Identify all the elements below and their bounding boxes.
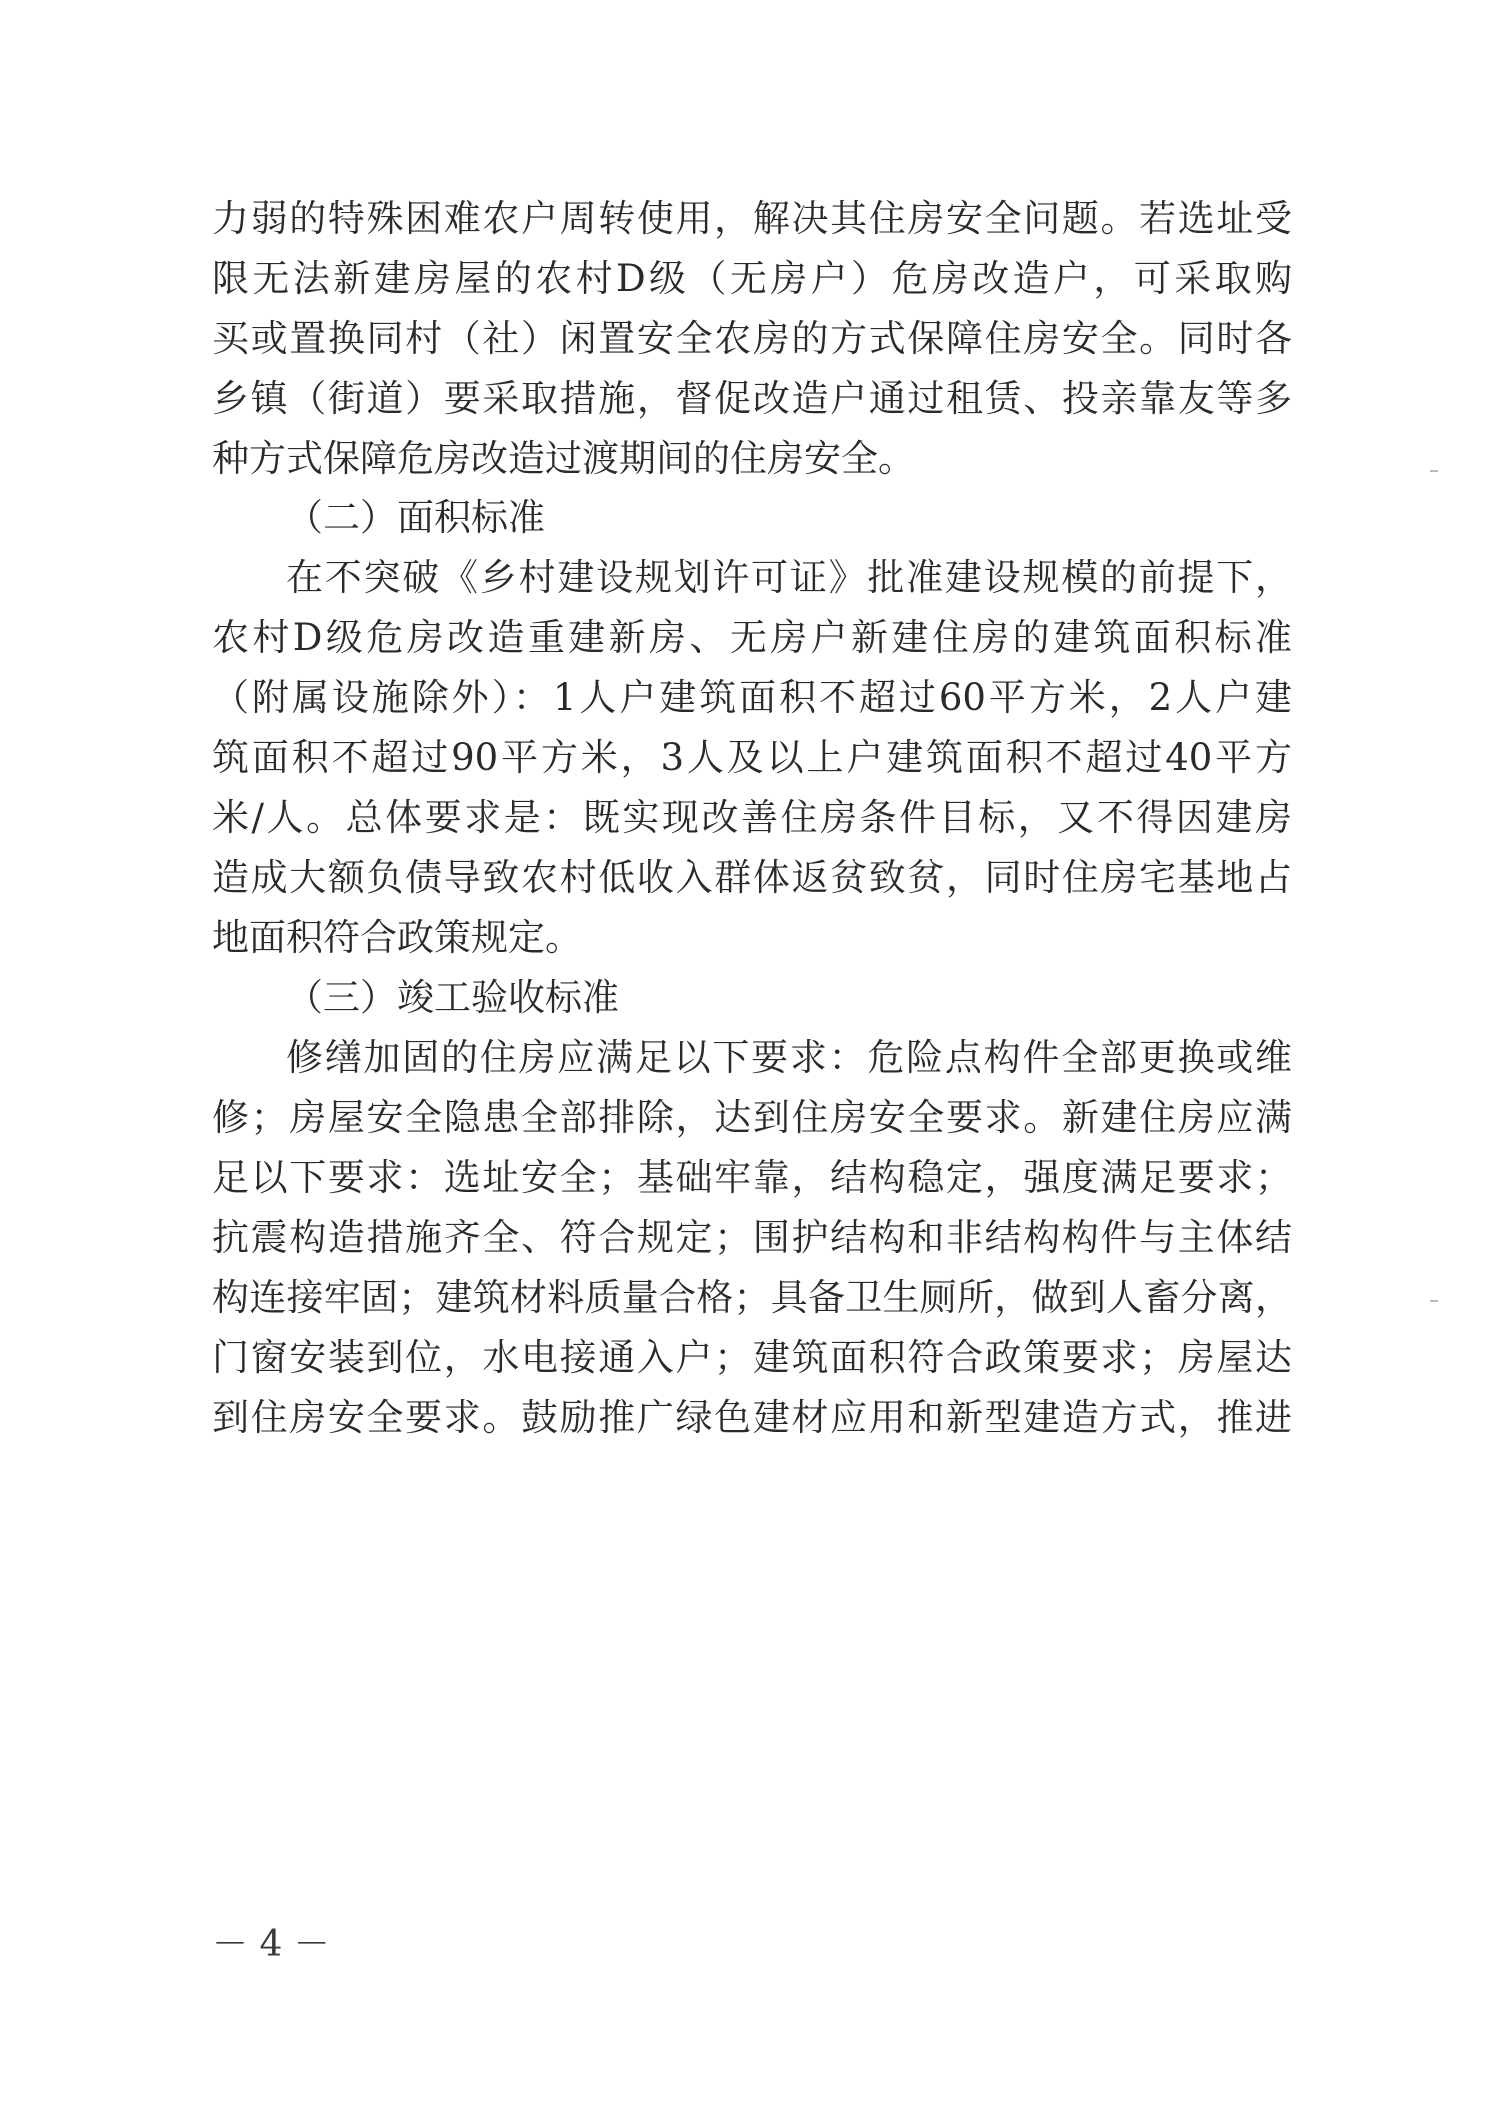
scan-mark (1430, 470, 1438, 472)
paragraph-line: 买或置换同村（社）闲置安全农房的方式保障住房安全。同时各 (212, 317, 1292, 360)
paragraph-line: 农村D级危房改造重建新房、无房户新建住房的建筑面积标准 (212, 616, 1292, 659)
paragraph-line: 造成大额负债导致农村低收入群体返贫致贫，同时住房宅基地占 (212, 856, 1292, 899)
paragraph-line: 筑面积不超过90平方米，3人及以上户建筑面积不超过40平方 (212, 736, 1292, 779)
paragraph-line: 抗震构造措施齐全、符合规定；围护结构和非结构构件与主体结 (212, 1216, 1292, 1259)
paragraph-line: 地面积符合政策规定。 (212, 916, 582, 959)
page-number: － 4 － (212, 1924, 330, 1965)
paragraph-line: 足以下要求：选址安全；基础牢靠，结构稳定，强度满足要求； (212, 1156, 1292, 1199)
section-heading-acceptance-standard: （三）竣工验收标准 (286, 976, 619, 1019)
paragraph-line: 到住房安全要求。鼓励推广绿色建材应用和新型建造方式，推进 (212, 1396, 1292, 1439)
paragraph-line: 限无法新建房屋的农村D级（无房户）危房改造户，可采取购 (212, 257, 1292, 300)
paragraph-line: 构连接牢固；建筑材料质量合格；具备卫生厕所，做到人畜分离， (212, 1276, 1292, 1319)
scan-mark (1430, 1300, 1438, 1302)
paragraph-line: 乡镇（街道）要采取措施，督促改造户通过租赁、投亲靠友等多 (212, 377, 1292, 420)
paragraph-line: （附属设施除外）：1人户建筑面积不超过60平方米，2人户建 (212, 676, 1292, 719)
paragraph-line: 力弱的特殊困难农户周转使用，解决其住房安全问题。若选址受 (212, 197, 1292, 240)
paragraph-line: 门窗安装到位，水电接通入户；建筑面积符合政策要求；房屋达 (212, 1336, 1292, 1379)
paragraph-line: 修；房屋安全隐患全部排除，达到住房安全要求。新建住房应满 (212, 1096, 1292, 1139)
paragraph-line: 米/人。总体要求是：既实现改善住房条件目标，又不得因建房 (212, 796, 1292, 839)
paragraph-line: 在不突破《乡村建设规划许可证》批准建设规模的前提下， (286, 556, 1292, 599)
section-heading-area-standard: （二）面积标准 (286, 496, 545, 539)
paragraph-line: 修缮加固的住房应满足以下要求：危险点构件全部更换或维 (286, 1036, 1292, 1079)
paragraph-line: 种方式保障危房改造过渡期间的住房安全。 (212, 437, 915, 480)
